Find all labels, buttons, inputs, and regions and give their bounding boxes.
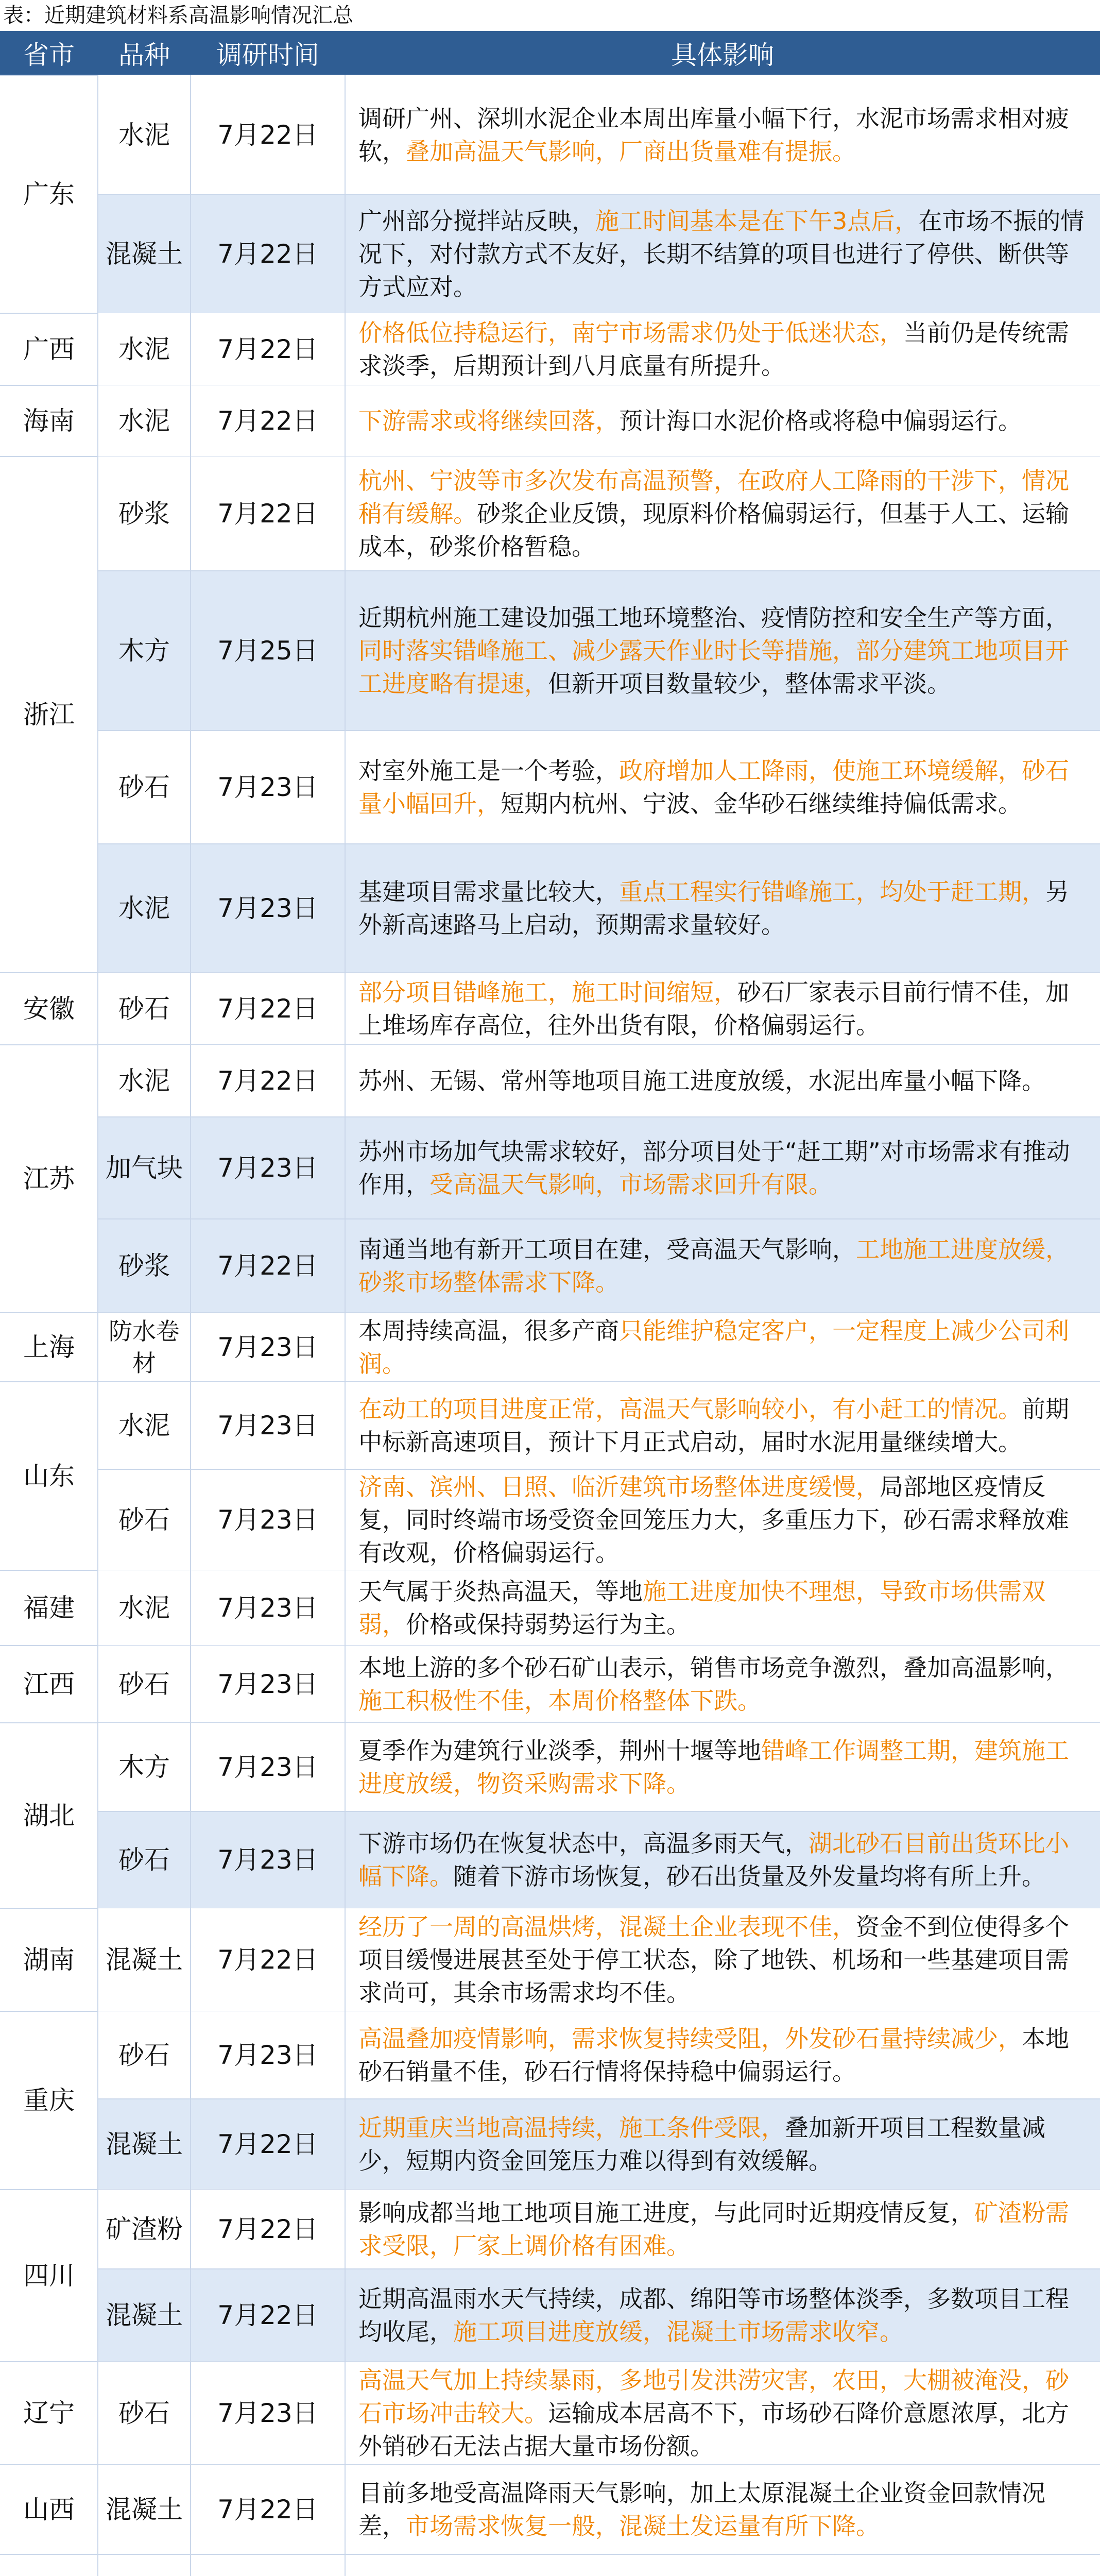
product-cell: 水泥 [98, 313, 191, 385]
date-cell: 7月23日 [191, 1646, 345, 1723]
date-cell: 7月22日 [191, 1908, 345, 2011]
date-cell: 7月25日 [191, 571, 345, 731]
date-cell: 7月22日 [191, 1045, 345, 1117]
product-cell: 防水卷材 [98, 1313, 191, 1382]
impact-highlight: 施工时间基本是在下午3点后， [595, 207, 919, 235]
impact-highlight: 近期重庆当地高温持续，施工条件受限， [358, 2114, 785, 2142]
product-cell: 砂石 [98, 1811, 191, 1908]
impact-highlight: 工地施工进度放缓，砂浆市场整体需求下降。 [358, 1235, 1069, 1296]
impact-text [358, 2477, 1090, 2543]
impact-text [358, 1827, 1090, 1893]
date-cell: 7月22日 [191, 2190, 345, 2269]
row-divider [98, 730, 1100, 731]
column-divider [345, 75, 346, 2576]
impact-text [358, 1064, 1045, 1097]
row-divider [98, 843, 1100, 844]
impact-segment: 资金不到位使得多个项目缓慢进展甚至处于停工状态，除了地铁、机场和一些基建项目需求尚可，其余市场需求均不佳。 [358, 1913, 1069, 2007]
impact-highlight: 错峰工作调整工期，建筑施工进度放缓，物资采购需求下降。 [358, 1737, 1069, 1798]
product-cell: 砂石 [98, 1469, 191, 1570]
impact-text [358, 404, 1022, 437]
impact-segment: 本周持续高温，很多产商 [358, 1317, 619, 1345]
impact-highlight: 部分项目错峰施工，施工时间缩短， [358, 978, 737, 1006]
impact-segment: 预计海口水泥价格或将稳中偏弱运行。 [619, 407, 1022, 435]
impact-segment: 近期杭州施工建设加强工地环境整治、疫情防控和安全生产等方面， [358, 604, 1069, 632]
impact-text [358, 1470, 1090, 1569]
impact-segment: 局部地区疫情反复，同时终端市场受资金回笼压力大，多重压力下，砂石需求释放难有改观，价格偏弱运行。 [358, 1473, 1069, 1567]
impact-cell [345, 2465, 1100, 2554]
impact-cell [345, 75, 1100, 195]
impact-highlight: 矿渣粉需求受限，厂家上调价格有困难。 [358, 2199, 1069, 2260]
row-divider [98, 1811, 1100, 1812]
impact-text [358, 1575, 1090, 1641]
impact-cell [345, 1219, 1100, 1313]
province-cell: 福建 [0, 1570, 98, 1646]
impact-highlight: 经历了一周的高温烘烤，混凝土企业表现不佳， [358, 1913, 856, 1941]
row-divider [0, 2554, 1100, 2555]
impact-cell [345, 1811, 1100, 1908]
impact-highlight: 高温天气加上持续暴雨，多地引发洪涝灾害，农田，大棚被淹没，砂石市场冲击较大。 [358, 2366, 1069, 2427]
product-cell: 砂浆 [98, 1219, 191, 1313]
impact-highlight: 价格低位持稳运行，南宁市场需求仍处于低迷状态， [358, 319, 903, 347]
impact-text [358, 1314, 1090, 1380]
date-cell: 7月22日 [191, 973, 345, 1045]
impact-segment: 基建项目需求量比较大， [358, 878, 619, 906]
header-date: 调研时间 [191, 31, 345, 75]
date-cell: 7月22日 [191, 2269, 345, 2362]
date-cell: 7月23日 [191, 1382, 345, 1469]
date-cell: 7月23日 [191, 1570, 345, 1646]
impact-text [358, 976, 1090, 1042]
province-cell: 江西 [0, 1646, 98, 1723]
province-cell: 上海 [0, 1313, 98, 1382]
impact-text [358, 1233, 1090, 1299]
province-cell: 海南 [0, 385, 98, 456]
date-cell: 7月23日 [191, 2011, 345, 2099]
impact-highlight: 重点工程实行错峰施工，均处于赶工期， [619, 878, 1045, 906]
product-cell: 混凝土 [98, 1908, 191, 2011]
impact-cell [345, 1646, 1100, 1723]
impact-text [358, 205, 1090, 303]
province-cell: 湖北 [0, 1723, 98, 1908]
impact-segment: 夏季作为建筑行业淡季，荆州十堰等地 [358, 1737, 761, 1765]
date-cell: 7月22日 [191, 313, 345, 385]
impact-cell [345, 731, 1100, 844]
impact-text [358, 2022, 1090, 2088]
impact-text [358, 601, 1090, 700]
impact-segment: 天气属于炎热高温天，等地 [358, 1578, 643, 1605]
province-cell: 江苏 [0, 1045, 98, 1313]
row-divider [98, 1218, 1100, 1219]
date-cell: 7月22日 [191, 2465, 345, 2554]
column-divider [97, 75, 98, 2576]
impact-text [358, 2364, 1090, 2463]
impact-segment: 本地砂石销量不佳，砂石行情将保持稳中偏弱运行。 [358, 2025, 1069, 2086]
product-cell: 混凝土 [98, 2099, 191, 2190]
impact-segment: 本地上游的多个砂石矿山表示，销售市场竞争激烈，叠加高温影响， [358, 1654, 1069, 1682]
date-cell: 7月22日 [191, 2099, 345, 2190]
impact-highlight: 受高温天气影响，市场需求回升有限。 [429, 1171, 832, 1198]
product-cell: 砂石 [98, 1646, 191, 1723]
impact-highlight: 施工积极性不佳，本周价格整体下跌。 [358, 1687, 761, 1715]
product-cell: 水泥 [98, 385, 191, 456]
impact-cell [345, 2099, 1100, 2190]
date-cell: 7月23日 [191, 2362, 345, 2465]
impact-highlight: 同时落实错峰施工、减少露天作业时长等措施，部分建筑工地项目开工进度略有提速， [358, 637, 1069, 698]
impact-text [358, 1393, 1090, 1459]
product-cell: 砂石 [98, 2362, 191, 2465]
impact-cell [345, 1570, 1100, 1646]
product-cell: 砂浆 [98, 456, 191, 571]
impact-cell [345, 2269, 1100, 2362]
date-cell: 7月23日 [191, 1313, 345, 1382]
impact-text [358, 1734, 1090, 1800]
impact-segment: 砂石厂家表示目前行情不佳，加上堆场库存高位，往外出货有限，价格偏弱运行。 [358, 978, 1069, 1039]
date-cell: 7月23日 [191, 731, 345, 844]
impact-text [358, 1651, 1090, 1717]
impact-text [358, 1135, 1090, 1201]
impact-cell [345, 195, 1100, 313]
impact-segment: 短期内杭州、宁波、金华砂石继续维持偏低需求。 [501, 790, 1022, 818]
row-divider [98, 1469, 1100, 1470]
date-cell: 7月23日 [191, 1117, 345, 1219]
impact-segment: 叠加新开项目工程数量减少，短期内资金回笼压力难以得到有效缓解。 [358, 2114, 1045, 2175]
impact-highlight: 市场需求恢复一般，混凝土发运量有所下降。 [406, 2512, 880, 2540]
impact-text [358, 875, 1090, 941]
impact-table [0, 31, 1100, 2576]
impact-segment: 广州部分搅拌站反映， [358, 207, 595, 235]
province-cell: 湖南 [0, 1908, 98, 2011]
impact-highlight: 济南、滨州、日照、临沂建筑市场整体进度缓慢， [358, 1473, 880, 1501]
impact-segment: 但新开项目数量较少，整体需求平淡。 [548, 670, 951, 698]
impact-text [358, 1910, 1090, 2009]
province-cell: 广西 [0, 313, 98, 385]
product-cell: 混凝土 [98, 2269, 191, 2362]
date-cell: 7月23日 [191, 1811, 345, 1908]
product-cell: 木方 [98, 571, 191, 731]
impact-segment: 在市场不振的情况下，对付款方式不友好，长期不结算的项目也进行了停供、断供等方式应对。 [358, 207, 1085, 301]
impact-text [358, 754, 1090, 820]
impact-highlight: 下游需求或将继续回落， [358, 407, 619, 435]
impact-segment: 下游市场仍在恢复状态中，高温多雨天气， [358, 1829, 809, 1857]
date-cell: 7月22日 [191, 456, 345, 571]
row-divider [98, 2098, 1100, 2099]
impact-highlight: 只能维护稳定客户，一定程度上减少公司利润。 [358, 1317, 1069, 1378]
province-cell: 广东 [0, 75, 98, 313]
impact-highlight: 高温叠加疫情影响，需求恢复持续受阻，外发砂石量持续减少， [358, 2025, 1022, 2053]
impact-highlight: 在动工的项目进度正常，高温天气影响较小，有小赶工的情况。 [358, 1395, 1022, 1423]
impact-cell [345, 1469, 1100, 1570]
impact-cell [345, 1723, 1100, 1811]
impact-cell [345, 1382, 1100, 1469]
product-cell: 水泥 [98, 1045, 191, 1117]
impact-cell [345, 456, 1100, 571]
row-divider [98, 194, 1100, 195]
province-cell: 重庆 [0, 2011, 98, 2190]
impact-cell [345, 973, 1100, 1045]
date-cell: 7月23日 [191, 844, 345, 973]
impact-cell [345, 844, 1100, 973]
impact-segment: 前期中标新高速项目，预计下月正式启动，届时水泥用量继续增大。 [358, 1395, 1069, 1456]
product-cell: 水泥 [98, 75, 191, 195]
impact-segment: 目前多地受高温降雨天气影响，加上太原混凝土企业资金回款情况差， [358, 2479, 1045, 2540]
impact-segment: 另外新高速路马上启动，预期需求量较好。 [358, 878, 1069, 939]
product-cell: 水泥 [98, 844, 191, 973]
impact-segment: 苏州、无锡、常州等地项目施工进度放缓，水泥出库量小幅下降。 [358, 1067, 1045, 1095]
province-cell: 四川 [0, 2190, 98, 2362]
impact-highlight: 施工进度加快不理想，导致市场供需双弱， [358, 1578, 1045, 1638]
impact-cell [345, 2362, 1100, 2465]
product-cell: 矿渣粉 [98, 2190, 191, 2269]
impact-text [358, 316, 1090, 382]
impact-highlight: 叠加高温天气影响，厂商出货量难有提振。 [406, 138, 856, 165]
impact-highlight: 政府增加人工降雨，使施工环境缓解，砂石量小幅回升， [358, 757, 1069, 818]
impact-highlight: 施工项目进度放缓，混凝土市场需求收窄。 [453, 2318, 903, 2346]
date-cell: 7月23日 [191, 1723, 345, 1811]
impact-segment: 调研广州、深圳水泥企业本周出库量小幅下行，水泥市场需求相对疲软， [358, 105, 1069, 165]
province-cell: 山西 [0, 2465, 98, 2554]
impact-text [358, 2282, 1090, 2348]
impact-segment: 对室外施工是一个考验， [358, 757, 619, 785]
product-cell: 砂石 [98, 973, 191, 1045]
impact-segment: 随着下游市场恢复，砂石出货量及外发量均将有所上升。 [453, 1862, 1045, 1890]
province-cell: 安徽 [0, 973, 98, 1045]
impact-segment: 苏州市场加气块需求较好，部分项目处于“赶工期”对市场需求有推动作用， [358, 1138, 1070, 1198]
impact-text [358, 102, 1090, 168]
product-cell: 水泥 [98, 1570, 191, 1646]
impact-cell [345, 385, 1100, 456]
impact-highlight: 杭州、宁波等市多次发布高温预警，在政府人工降雨的干涉下，情况稍有缓解。 [358, 467, 1069, 528]
impact-segment: 砂浆企业反馈，现原料价格偏弱运行，但基于人工、运输成本，砂浆价格暂稳。 [358, 500, 1069, 561]
impact-segment: 运输成本居高不下，市场砂石降价意愿浓厚，北方外销砂石无法占据大量市场份额。 [358, 2399, 1069, 2460]
impact-text [358, 2111, 1090, 2177]
impact-cell [345, 1908, 1100, 2011]
date-cell: 7月22日 [191, 1219, 345, 1313]
impact-cell [345, 1313, 1100, 1382]
row-divider [98, 570, 1100, 571]
impact-cell [345, 313, 1100, 385]
impact-cell [345, 2190, 1100, 2269]
product-cell: 木方 [98, 1723, 191, 1811]
impact-segment: 近期高温雨水天气持续，成都、绵阳等市场整体淡季，多数项目工程均收尾， [358, 2285, 1069, 2346]
impact-cell [345, 1117, 1100, 1219]
date-cell: 7月22日 [191, 75, 345, 195]
product-cell: 砂石 [98, 731, 191, 844]
province-cell: 辽宁 [0, 2362, 98, 2465]
province-cell: 浙江 [0, 456, 98, 973]
impact-cell [345, 571, 1100, 731]
product-cell: 砂石 [98, 2011, 191, 2099]
impact-highlight: 湖北砂石目前出货环比小幅下降。 [358, 1829, 1069, 1890]
date-cell: 7月22日 [191, 195, 345, 313]
product-cell: 水泥 [98, 1382, 191, 1469]
impact-text [358, 464, 1090, 563]
impact-cell [345, 2011, 1100, 2099]
product-cell: 加气块 [98, 1117, 191, 1219]
table-caption: 表：近期建筑材料系高温影响情况汇总 [3, 4, 353, 27]
header-impact: 具体影响 [345, 31, 1100, 75]
impact-cell [345, 1045, 1100, 1117]
product-cell: 混凝土 [98, 195, 191, 313]
impact-segment: 南通当地有新开工项目在建，受高温天气影响， [358, 1235, 856, 1263]
impact-segment: 影响成都当地工地项目施工进度，与此同时近期疫情反复， [358, 2199, 974, 2227]
header-product: 品种 [98, 31, 191, 75]
date-cell: 7月23日 [191, 1469, 345, 1570]
column-divider [190, 75, 191, 2576]
impact-text [358, 2196, 1090, 2262]
province-cell: 山东 [0, 1382, 98, 1570]
row-divider [98, 2268, 1100, 2269]
row-divider [98, 1116, 1100, 1117]
impact-segment: 价格或保持弱势运行为主。 [406, 1611, 690, 1638]
date-cell: 7月22日 [191, 385, 345, 456]
product-cell: 混凝土 [98, 2465, 191, 2554]
impact-segment: 当前仍是传统需求淡季，后期预计到八月底量有所提升。 [358, 319, 1069, 380]
header-province: 省市 [0, 31, 98, 75]
